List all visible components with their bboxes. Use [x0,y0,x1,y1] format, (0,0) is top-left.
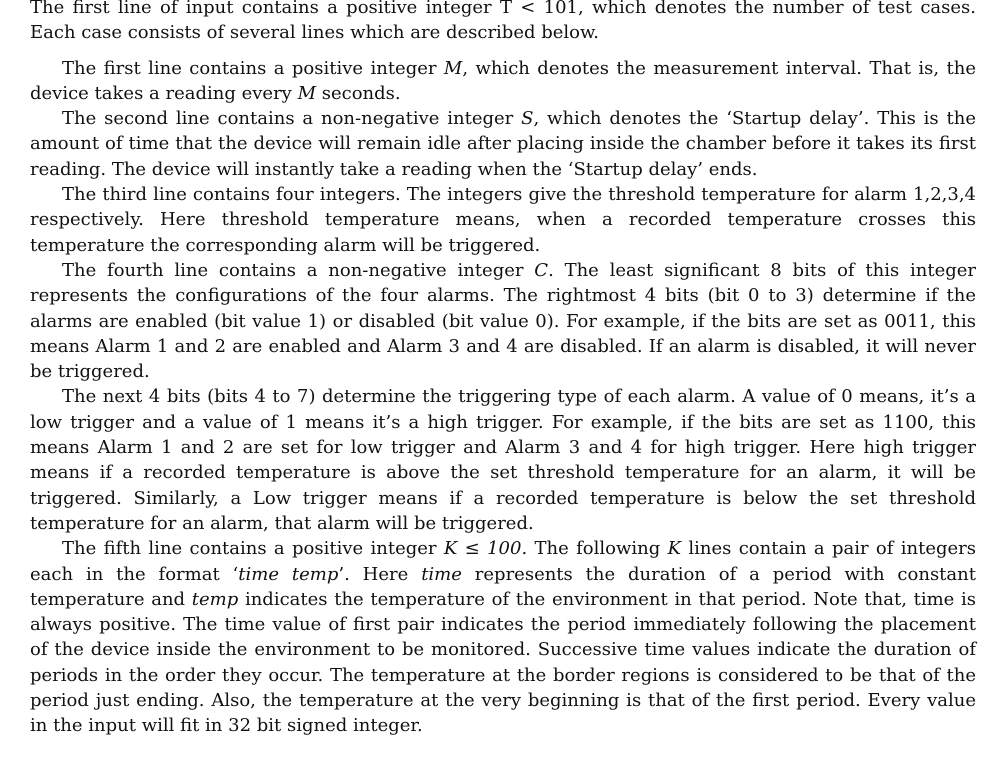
format-text: time temp [238,563,339,585]
text-segment: . The least significant 8 bits of this integer represents the configurations of the four alarms. The rightmost 4 bits (bit 0 to 3) determine if the alarms are enabled (bit value 1) or disabled (bit value 0). For example, if the bits are set as 0011, this means Alarm 1 and 2 are enabled and Alarm 3 and 4 are disabled. If an alarm is disabled, it will never be triggered. [30,259,977,383]
text-segment: The fifth line contains a positive integer [62,538,444,560]
text-segment: The next 4 bits (bits 4 to 7) determine the triggering type of each alarm. A value of 0 means, it’s a low trigger and a value of 1 means it’s a high trigger. For example, if the bits are set as 1100, this means Alarm 1 and 2 are set for low trigger and Alarm 3 and 4 for high trigger. Here high trigger means if a recorded temperature is above the set threshold temperature for an alarm, it will be triggered. Similarly, a Low trigger means if a recorded temperature is below the set threshold temperature for an alarm, that alarm will be triggered. [30,386,976,534]
paragraph-trigger-type [30,384,976,536]
text-segment: , which denotes the ‘Startup delay’. This is the amount of time that the device will remain idle after placing inside the chamber before it takes its first reading. The device will instantly take a reading when the ‘Startup delay’ ends. [30,108,976,180]
text-segment: indicates the temperature of the environment in that period. Note that, time is always positive. The time value of first pair indicates the period immediately following the placement of the device inside the environment to be monitored. Successive time values indicate the duration of periods in the order they occur. The temperature at the border regions is considered to be that of the period just ending. Also, the temperature at the very beginning is that of the first period. Every value in the input will fit in 32 bit signed integer. [30,588,976,737]
paragraph-periods [30,536,976,738]
italic-term: time [421,563,462,585]
math-variable: K [667,538,682,560]
text-segment: The fourth line contains a non-negative integer [62,259,535,281]
text-segment: The first line contains a positive integer [62,57,444,79]
text-segment: seconds. [316,82,401,104]
text-segment: , which denotes the measurement interval. That is, the device takes a reading every [30,57,976,104]
math-variable: M [443,57,463,79]
paragraph-startup-delay [30,106,976,182]
math-variable: M [297,82,317,104]
intro-paragraph [30,0,976,46]
text-segment: ’. Here [338,563,422,585]
text-segment: The third line contains four integers. The integers give the threshold temperature for alarm 1,2,3,4 respectively. Here threshold temperature means, when a recorded temperature crosses this temperature the corresponding alarm will be triggered. [30,184,976,256]
text-segment: The second line contains a non-negative integer [62,108,522,130]
text-segment: lines contain a pair of integers each in the format ‘ [30,538,976,585]
italic-term: temp [191,588,239,610]
paragraph-measurement-interval [30,56,976,107]
intro-text: The first line of input contains a positive integer T < 101, which denotes the number of test cases. Each case consists of several lines which are described below. [30,0,976,44]
text-segment: represents the duration of a period with constant temperature and [30,563,976,610]
text-segment: . The following [521,538,668,560]
math-variable: C [534,259,549,281]
math-variable: K ≤ 100 [443,538,522,560]
math-variable: S [521,108,534,130]
paragraph-thresholds [30,182,976,258]
paragraph-configuration [30,258,976,384]
